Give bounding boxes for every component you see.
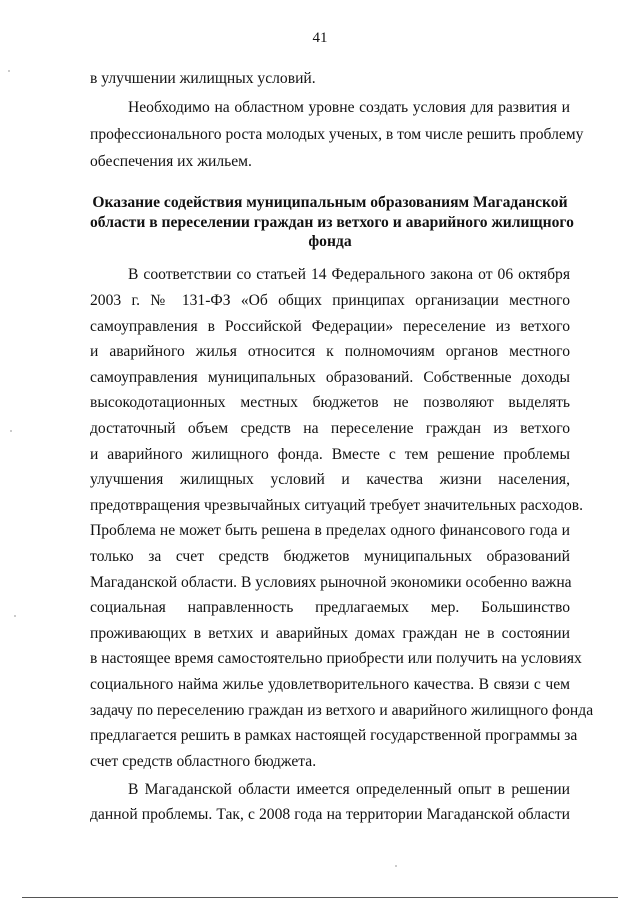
text-line: 2003 г. № 131-ФЗ «Об общих принципах организации местного [90, 292, 570, 309]
page-number: 41 [312, 30, 328, 46]
text-line: социальная направленность предлагаемых мер. Большинство [90, 599, 570, 616]
text-line: достаточный объем средств на переселение граждан из ветхого [90, 420, 570, 437]
scan-speck [14, 615, 16, 617]
text-line: высокодотационных местных бюджетов не позволяют выделять [90, 394, 570, 411]
text-line: только за счет средств бюджетов муниципальных образований [90, 548, 570, 565]
section-heading: Оказание содействия муниципальным образованиям Магаданской [92, 194, 568, 211]
section-heading: фонда [308, 233, 352, 250]
text-line: данной проблемы. Так, с 2008 года на территории Магаданской области [90, 806, 570, 823]
scan-speck [8, 70, 10, 72]
text-line: Необходимо на областном уровне создать условия для развития и [128, 99, 570, 116]
text-line: В Магаданской области имеется определенный опыт в решении [128, 781, 570, 798]
text-line: Проблема не может быть решена в пределах одного финансового года и [90, 522, 570, 539]
text-line: улучшения жилищных условий и качества жизни населения, [90, 471, 570, 488]
text-line: проживающих в ветхих и аварийных домах граждан не в состоянии [90, 625, 570, 642]
text-line: в улучшении жилищных условий. [90, 70, 316, 87]
section-heading: области в переселении граждан из ветхого и аварийного жилищного [90, 214, 574, 231]
text-line: профессионального роста молодых ученых, в том числе решить проблему [90, 126, 584, 143]
scan-bottom-edge [22, 897, 618, 898]
scan-speck [10, 430, 12, 432]
text-line: счет средств областного бюджета. [90, 753, 317, 770]
text-line: задачу по переселению граждан из ветхого и аварийного жилищного фонда [90, 702, 594, 719]
text-line: самоуправления муниципальных образований. Собственные доходы [90, 369, 570, 386]
text-line: и аварийного жилья относится к полномочиям органов местного [90, 343, 570, 360]
text-line: в настоящее время самостоятельно приобрести или получить на условиях [90, 650, 582, 667]
scan-speck [395, 865, 397, 867]
text-line: В соответствии со статьей 14 Федерального закона от 06 октября [128, 266, 570, 283]
text-line: самоуправления в Российской Федерации» переселение из ветхого [90, 318, 570, 335]
text-line: обеспечения их жильем. [90, 153, 252, 170]
text-line: предотвращения чрезвычайных ситуаций требует значительных расходов. [90, 497, 584, 514]
text-line: социального найма жилье удовлетворительного качества. В связи с чем [90, 676, 570, 693]
text-line: и аварийного жилищного фонда. Вместе с тем решение проблемы [90, 446, 570, 463]
text-line: Магаданской области. В условиях рыночной экономики особенно важна [90, 574, 572, 591]
text-line: предлагается решить в рамках настоящей государственной программы за [90, 727, 578, 744]
